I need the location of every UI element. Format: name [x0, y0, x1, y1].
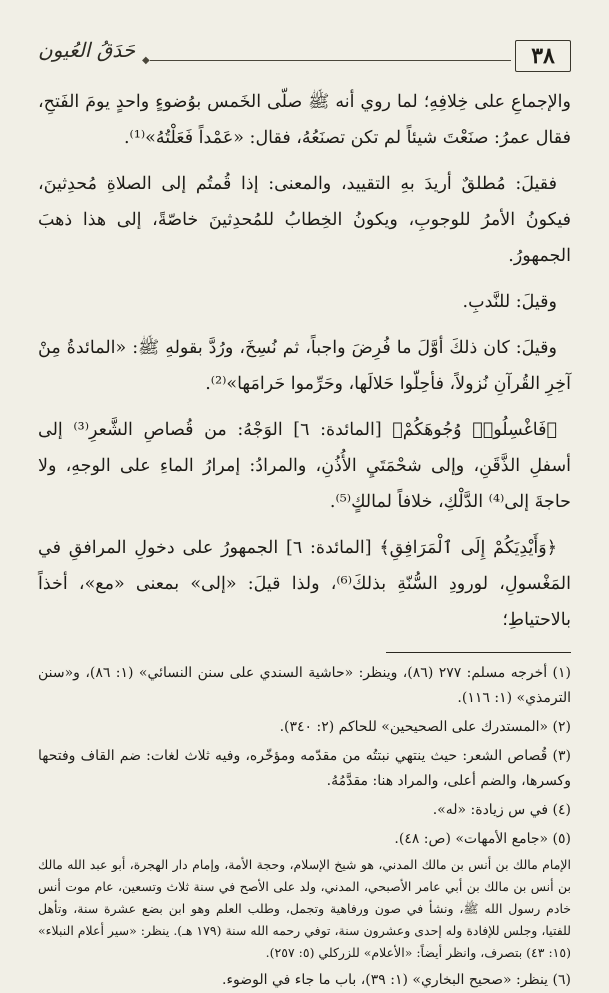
footnote-2: (٢) «المستدرك على الصحيحين» للحاكم (٢: ٣٤٠). — [279, 719, 571, 735]
footnote-5: (٥) «جامع الأمهات» (ص: ٤٨). — [394, 831, 571, 847]
paragraph-3: وقيلَ: للنَّدبِ. — [462, 292, 557, 312]
page-header — [38, 38, 571, 76]
footnote-5-biography: الإمام مالك بن أنس بن مالك المدني، هو شيخ الإسلام، وحجة الأمة، وإمام دار الهجرة، أبو عبد الله مالك بن أنس بن مالك بن أبي عامر الأصبحي، المدني، ولد على الأصح في سنة ثلاث وتسعين، عام موت أنس خادم رسول الله ﷺ، ونشأ في صون ورفاهية وتجمل، وطلب العلم وهو ابن بضع عشرة سنة، وتأهل للفتيا، وجلس للإفادة وله إحدى وعشرون سنة، توفي رحمه الله سنة (١٧٩ هـ). ينظر: «سير أعلام النبلاء» (١٥: ٤٣) بتصرف، وانظر أيضاً: «الأعلام» للزركلي (٥: ٢٥٧). — [38, 857, 571, 960]
header-rule — [150, 60, 511, 61]
paragraph-5: ﴿فَاغْسِلُوا۟ وُجُوهَكُمْ﴾ [المائدة: ٦] الوَجْهُ: من قُصاصِ الشَّعرِ⁽³⁾ إلى أسفلِ الذَّقَنِ، وإلى شحْمَتَيِ الأُذُنِ، والمرادُ: إمرارُ الماءِ على الوجهِ، ولا حاجةَ إلى⁽⁴⁾ الدَّلْكِ، خلافاً لمالكٍ⁽⁵⁾. — [38, 420, 571, 512]
footnotes — [38, 661, 571, 993]
ornament-icon: ◆ — [142, 55, 150, 66]
footnote-6: (٦) ينظر: «صحيح البخاري» (١: ٣٩)، باب ما جاء في الوضوء. — [222, 972, 571, 988]
footnote-divider — [386, 652, 571, 653]
running-title: حَدَقُ العُيون — [38, 38, 136, 62]
book-page — [38, 38, 572, 988]
main-text — [38, 84, 571, 638]
footnote-4: (٤) في س زيادة: «له». — [432, 802, 571, 818]
footnote-1: (١) أخرجه مسلم: ٢٧٧ (٨٦)، وينظر: «حاشية السندي على سنن النسائي» (١: ٨٦)، و«سنن الترمذي» (١: ١١٦). — [38, 665, 572, 706]
page-number: ٣٨ — [515, 40, 571, 72]
paragraph-1: والإجماعِ على خِلافِهِ؛ لما روي أنه ﷺ صلّى الخَمس بوُضوءٍ واحدٍ يومَ الفَتحِ، فقال عمرُ: صنَعْتَ شيئاً لم تكن تصنَعُهُ، فقال: «عَمْداً فَعَلْتُهُ»⁽¹⁾. — [38, 92, 571, 148]
paragraph-4: وقيلَ: كان ذلكَ أوَّلَ ما فُرِضَ واجباً، ثم نُسِخَ، ورُدَّ بقولهِ ﷺ: «المائدةُ مِنْ آخِرِ القُرآنِ نُزولاً، فأحِلّوا حَلالَها، وحَرِّموا حَرامَها»⁽²⁾. — [38, 338, 571, 394]
footnote-3: (٣) قُصاص الشعر: حيث ينتهي نبتتُه من مقدّمه ومؤخّره، وفيه ثلاث لغات: ضم القاف وفتحها وكسرها، والضم أعلى، والمراد هنا: مقدَّمُهُ. — [38, 748, 571, 789]
paragraph-2: فقيلَ: مُطلقٌ أريدَ بهِ التقييد، والمعنى: إذا قُمتُم إلى الصلاةِ مُحدِثينَ، فيكونُ الأمرُ للوجوبِ، ويكونُ الخِطابُ للمُحدِثينَ خاصّةً، إلى هذا ذهبَ الجمهورُ. — [38, 174, 571, 266]
paragraph-6: ﴿وَأَيْدِيَكُمْ إِلَى ٱلْمَرَافِقِ﴾ [المائدة: ٦] الجمهورُ على دخولِ المرافقِ في المَغْسولِ، لورودِ السُّنّةِ بذلكَ⁽⁶⁾، ولذا قيلَ: «إلى» بمعنى «مع»، أخذاً بالاحتياطِ؛ — [38, 538, 571, 630]
